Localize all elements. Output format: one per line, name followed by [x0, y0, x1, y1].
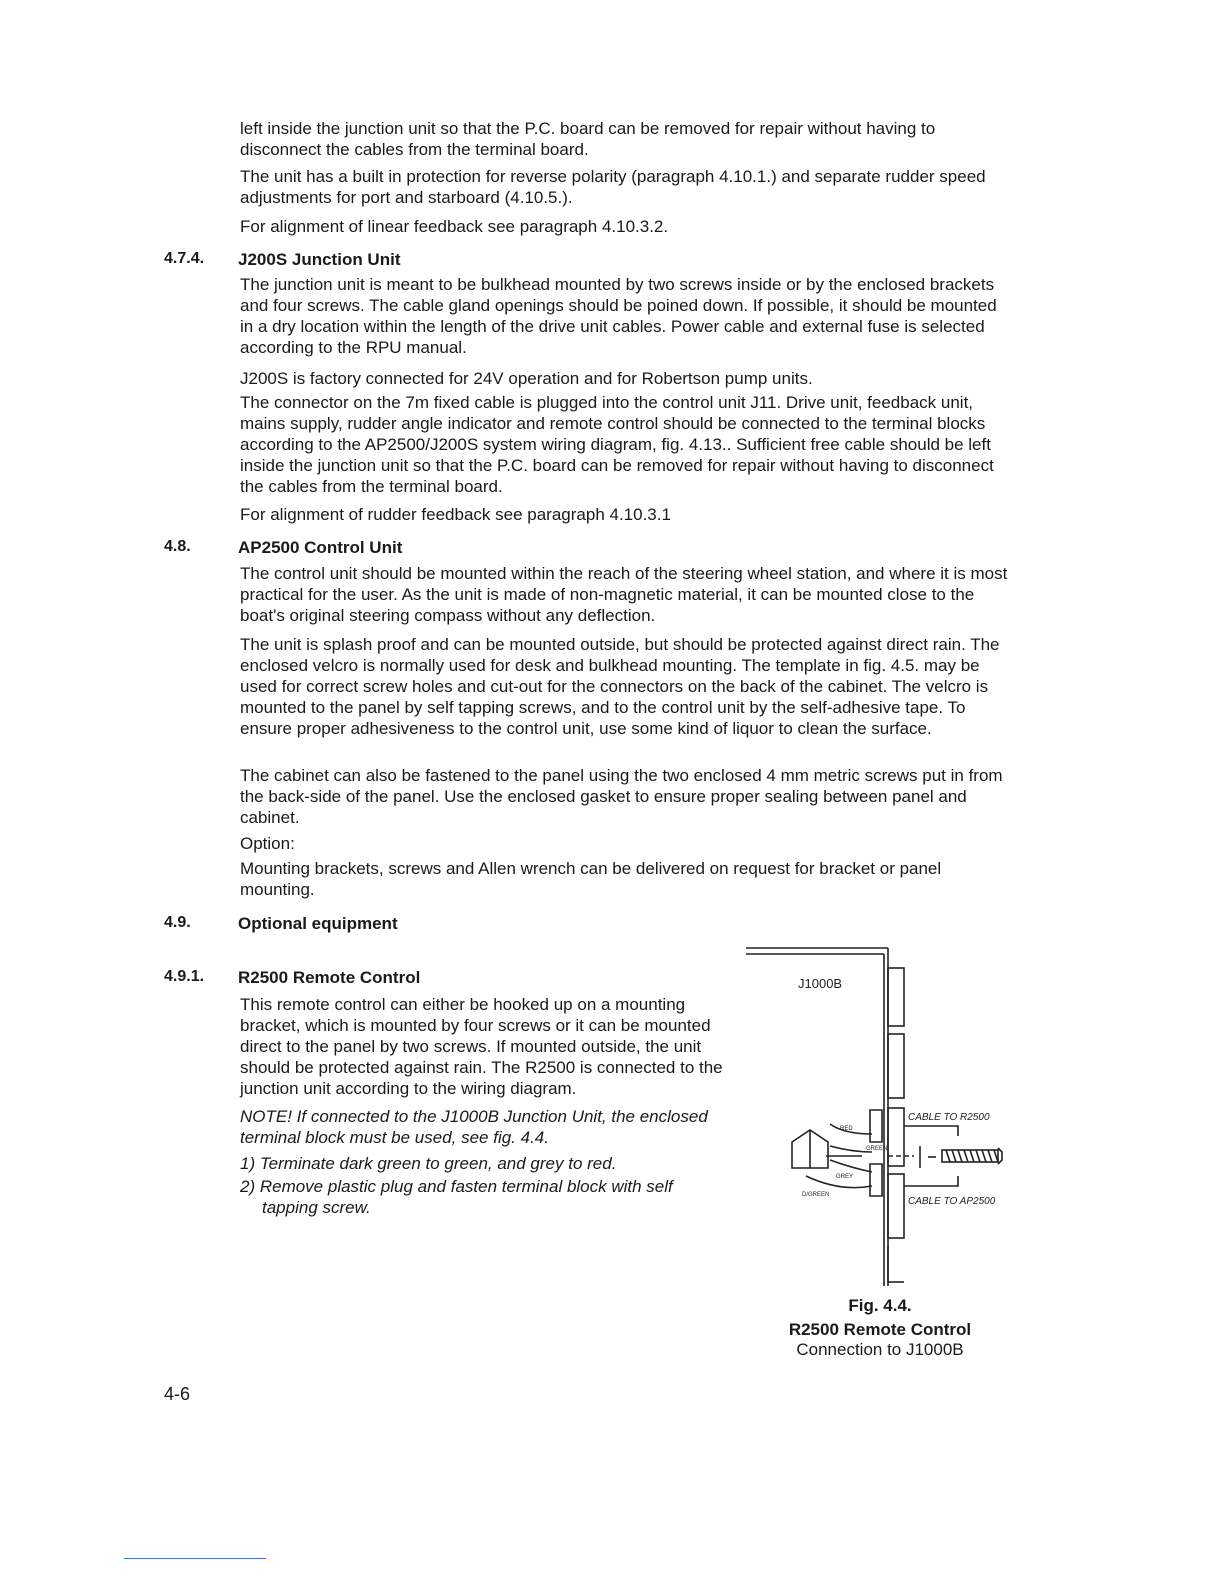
intro-paragraph-1: left inside the junction unit so that the P.C. board can be removed for repair without having to disconnect the cables from the terminal board.: [240, 119, 936, 159]
r2500-step-2: 2) Remove plastic plug and fasten terminal block with self: [240, 1177, 673, 1196]
j200s-paragraph-1: The junction unit is meant to be bulkhead mounted by two screws inside or by the enclosed brackets and four screws. The cable gland openings should be poined down. If possible, it should be mounted in a dry location within the length of the drive unit cables. Power cable and external fuse is selected according to the RPU manual.: [240, 275, 997, 357]
label-cable-ap2500: CABLE TO AP2500: [908, 1196, 996, 1207]
section-title-r2500: R2500 Remote Control: [238, 968, 421, 987]
j1000b-wiring-diagram: [744, 946, 1014, 1291]
section-title-j200s: J200S Junction Unit: [238, 250, 401, 269]
wire-grey: [830, 1160, 872, 1172]
terminal-block-2: [888, 1034, 904, 1098]
terminal-block-4: [888, 1174, 904, 1238]
intro-paragraph-3: For alignment of linear feedback see paragraph 4.10.3.2.: [240, 217, 669, 236]
section-title-ap2500: AP2500 Control Unit: [238, 538, 403, 557]
section-number-4-8: 4.8.: [164, 538, 191, 555]
label-cable-r2500: CABLE TO R2500: [908, 1112, 990, 1123]
j200s-paragraph-2: J200S is factory connected for 24V operation and for Robertson pump units.: [240, 369, 813, 388]
terminal-block-3: [888, 1108, 904, 1166]
ap2500-paragraph-2: The unit is splash proof and can be mounted outside, but should be protected against direct rain. The enclosed velcro is normally used for desk and bulkhead mounting. The template in fig. 4.5. may be used for correct screw holes and cut-out for the connectors on the back of the cabinet. The velcro is mounted to the panel by self tapping screws, and to the control unit by the self-adhesive tape. To ensure proper adhesiveness to the control unit, use some kind of liquor to clean the surface.: [240, 635, 1000, 738]
unit-label: J1000B: [798, 976, 843, 991]
section-number-4-9-1: 4.9.1.: [164, 968, 205, 985]
screw-thread-pattern: [946, 1150, 998, 1162]
figure-title: R2500 Remote Control: [788, 1320, 972, 1339]
label-wire-grey: GREY: [836, 1174, 854, 1180]
plug-upper: [870, 1110, 882, 1142]
terminal-block-1: [888, 968, 904, 1026]
label-wire-dark-green: D/GREEN: [802, 1192, 830, 1198]
intro-paragraph-2: The unit has a built in protection for reverse polarity (paragraph 4.10.1.) and separate rudder speed adjustments for port and starboard (4.10.5.).: [240, 167, 986, 207]
option-label: Option:: [240, 834, 295, 853]
r2500-step-1: 1) Terminate dark green to green, and grey to red.: [240, 1154, 617, 1173]
ap2500-paragraph-1: The control unit should be mounted within the reach of the steering wheel station, and where it is most practical for the user. As the unit is made of non-magnetic material, it can be mounted close to the boat's original steering compass without any deflection.: [240, 564, 1008, 625]
footer-rule: [124, 1558, 266, 1559]
cable-to-ap2500-line: [904, 1176, 958, 1186]
figure-number: Fig. 4.4.: [848, 1296, 912, 1315]
section-title-optional: Optional equipment: [238, 914, 398, 933]
page-number: 4-6: [164, 1384, 191, 1404]
label-wire-red: RED: [840, 1126, 853, 1132]
ap2500-paragraph-3: The cabinet can also be fastened to the panel using the two enclosed 4 mm metric screws put in from the back-side of the panel. Use the enclosed gasket to ensure proper sealing between panel and cabinet.: [240, 766, 1003, 827]
label-wire-green: GREEN: [866, 1146, 888, 1152]
r2500-step-2-cont: tapping screw.: [262, 1198, 371, 1217]
cable-to-r2500-line: [904, 1126, 958, 1136]
section-number-4-9: 4.9.: [164, 914, 191, 931]
r2500-note: NOTE! If connected to the J1000B Junction Unit, the enclosed terminal block must be used, see fig. 4.4.: [240, 1107, 708, 1147]
section-number-4-7-4: 4.7.4.: [164, 250, 205, 267]
j200s-paragraph-3: The connector on the 7m fixed cable is plugged into the control unit J11. Drive unit, feedback unit, mains supply, rudder angle indicator and remote control should be connected to the terminal blocks according to the AP2500/J200S system wiring diagram, fig. 4.13.. Sufficient free cable should be left inside the junction unit so that the P.C. board can be removed for repair without having to disconnect the cables from the terminal board.: [240, 393, 994, 496]
ap2500-paragraph-4: Mounting brackets, screws and Allen wrench can be delivered on request for bracket or panel mounting.: [240, 859, 942, 899]
figure-subtitle: Connection to J1000B: [796, 1340, 964, 1359]
r2500-paragraph-1: This remote control can either be hooked up on a mounting bracket, which is mounted by four screws or it can be mounted direct to the panel by two screws. If mounted outside, the unit should be protected against rain. The R2500 is connected to the junction unit according to the wiring diagram.: [240, 995, 723, 1098]
plug-lower: [870, 1164, 882, 1196]
j200s-paragraph-4: For alignment of rudder feedback see paragraph 4.10.3.1: [240, 505, 671, 524]
